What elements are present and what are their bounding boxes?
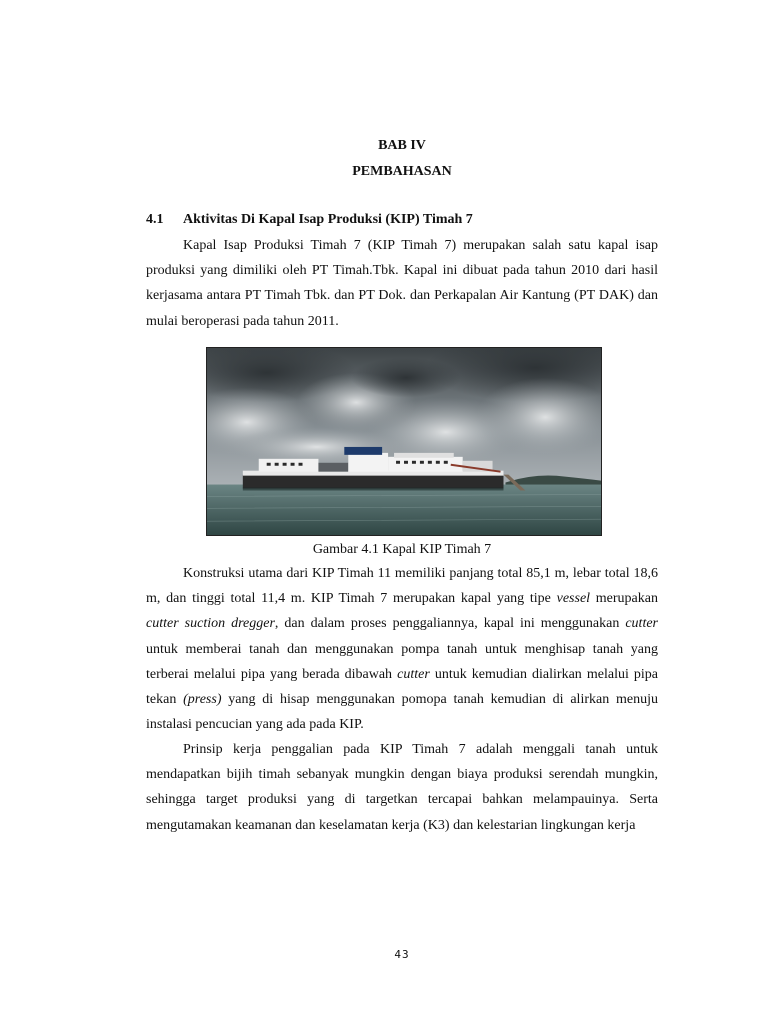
section-heading	[146, 211, 666, 229]
text-run: untuk memberai tanah dan menggunakan pompa tanah untuk menghisap tanah yang terberai melalui pipa yang berada dibawah	[146, 641, 658, 682]
text-run: untuk kemudian dialirkan melalui pipa tekan	[146, 666, 659, 708]
paragraph-principle: Prinsip kerja penggalian pada KIP Timah 7 adalah menggali tanah untuk mendapatkan bijih timah sebanyak mungkin dengan biaya produksi serendah mungkin, sehingga target produksi yang di targetkan tercapai bahkan melampauinya. Serta mengutamakan keamanan dan keselamatan kerja (K3) dan kelestarian lingkungan kerja	[146, 742, 658, 833]
italic-term: cutter suction dregger	[146, 616, 275, 632]
italic-term: (press)	[183, 692, 222, 708]
text-run: , dan dalam proses penggaliannya, kapal ini menggunakan	[274, 616, 626, 632]
paragraph-intro: Kapal Isap Produksi Timah 7 (KIP Timah 7) merupakan salah satu kapal isap produksi yang dimiliki oleh PT Timah.Tbk. Kapal ini dibuat pada tahun 2010 dari hasil kerjasama antara PT Timah Tbk. dan PT Dok. dan Perkapalan Air Kantung (PT DAK) dan mulai beroperasi pada tahun 2011.	[146, 238, 658, 329]
section-number: 4.1	[146, 212, 164, 227]
text-run: yang di hisap menggunakan pomopa tanah kemudian di alirkan menuju instalasi pencucian yang ada pada KIP.	[146, 692, 658, 733]
section-title: Aktivitas Di Kapal Isap Produksi (KIP) Timah 7	[183, 212, 473, 227]
ship-photo	[206, 347, 602, 536]
italic-term: cutter	[625, 616, 658, 632]
ship-photo-illustration	[207, 348, 601, 535]
figure-caption: Gambar 4.1 Kapal KIP Timah 7	[312, 542, 492, 557]
italic-term: cutter	[397, 666, 430, 682]
paragraph-construction	[146, 561, 658, 737]
chapter-title: PEMBAHASAN	[352, 164, 452, 179]
text-run: merupakan	[590, 591, 658, 607]
chapter-number: BAB IV	[378, 138, 426, 153]
text-run: Konstruksi utama dari KIP Timah 11 memiliki panjang total 85,1 m, lebar total 18,6 m, dan tinggi total 11,4 m. KIP Timah 7 merupakan kapal yang tipe	[146, 566, 658, 607]
italic-term: vessel	[556, 591, 591, 607]
page-number: 43	[394, 948, 410, 961]
